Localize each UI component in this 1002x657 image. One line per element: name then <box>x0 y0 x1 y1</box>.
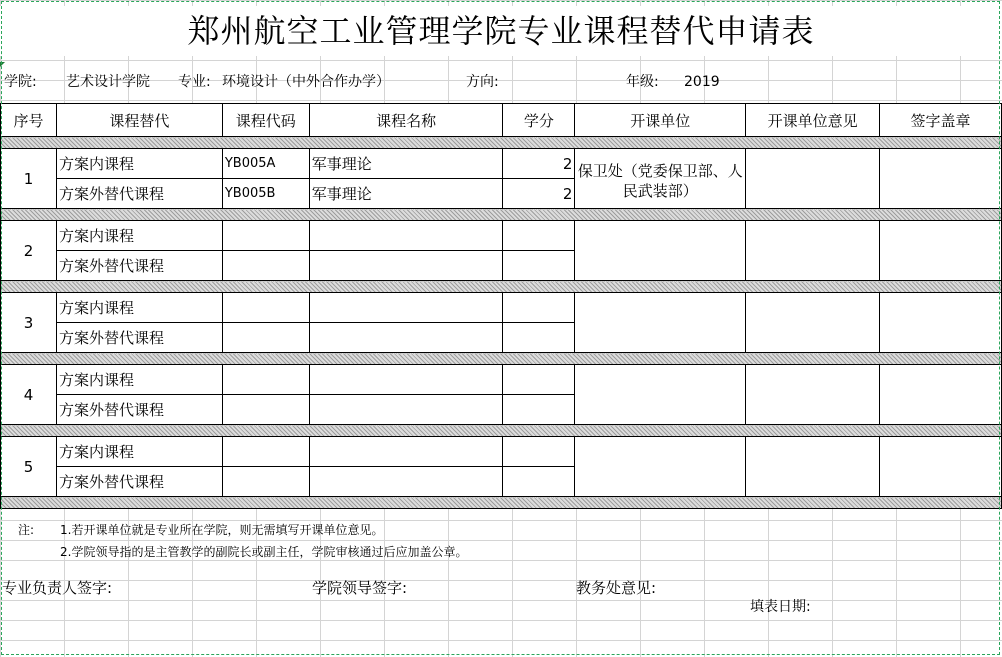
table-row <box>1 149 1002 179</box>
row-number: 4 <box>1 365 57 425</box>
out-of-plan-course-label: 方案外替代课程 <box>56 323 222 353</box>
out-of-plan-course-label: 方案外替代课程 <box>56 251 222 281</box>
direction-label: 方向: <box>466 74 499 90</box>
row-number: 5 <box>1 437 57 497</box>
row-separator <box>1 281 1002 293</box>
out-of-plan-course-name <box>309 251 503 281</box>
header-cell: 开课单位意见 <box>746 104 880 137</box>
in-plan-course-name <box>309 365 503 395</box>
offering-unit-opinion <box>746 437 880 497</box>
major-label: 专业: <box>178 74 211 90</box>
header-row <box>1 104 1002 137</box>
in-plan-course-credit <box>503 293 575 323</box>
offering-unit <box>575 437 746 497</box>
grade-value: 2019 <box>684 74 720 90</box>
in-plan-course-code <box>222 437 309 467</box>
in-plan-course-name <box>309 293 503 323</box>
in-plan-course-label: 方案内课程 <box>56 221 222 251</box>
offering-unit-opinion <box>746 293 880 353</box>
row-separator <box>1 137 1002 149</box>
college-value: 艺术设计学院 <box>66 74 150 90</box>
in-plan-course-credit <box>503 221 575 251</box>
offering-unit: 保卫处（党委保卫部、人民武装部） <box>575 149 746 209</box>
fill-date-label: 填表日期: <box>750 599 811 615</box>
out-of-plan-course-name <box>309 323 503 353</box>
in-plan-course-credit <box>503 365 575 395</box>
college-label: 学院: <box>4 74 37 90</box>
header-cell: 学分 <box>503 104 575 137</box>
in-plan-course-label: 方案内课程 <box>56 437 222 467</box>
out-of-plan-course-name <box>309 395 503 425</box>
out-of-plan-course-code <box>222 251 309 281</box>
out-of-plan-course-name: 军事理论 <box>309 179 503 209</box>
header-cell: 课程替代 <box>56 104 222 137</box>
major-head-signature-label: 专业负责人签字: <box>2 579 113 597</box>
row-separator <box>1 425 1002 437</box>
separator-cell <box>1 209 1002 221</box>
out-of-plan-course-credit <box>503 323 575 353</box>
row-separator <box>1 209 1002 221</box>
signature-stamp <box>880 221 1002 281</box>
out-of-plan-course-label: 方案外替代课程 <box>56 395 222 425</box>
offering-unit-opinion <box>746 221 880 281</box>
row-separator <box>1 497 1002 509</box>
course-substitution-table <box>0 103 1002 509</box>
separator-cell <box>1 281 1002 293</box>
in-plan-course-label: 方案内课程 <box>56 293 222 323</box>
out-of-plan-course-credit <box>503 395 575 425</box>
in-plan-course-label: 方案内课程 <box>56 365 222 395</box>
separator-cell <box>1 497 1002 509</box>
signature-stamp <box>880 365 1002 425</box>
signature-stamp <box>880 293 1002 353</box>
table-row <box>1 293 1002 323</box>
header-cell: 签字盖章 <box>880 104 1002 137</box>
in-plan-course-code: YB005A <box>222 149 309 179</box>
row-number: 1 <box>1 149 57 209</box>
signature-stamp <box>880 149 1002 209</box>
header-cell: 开课单位 <box>575 104 746 137</box>
in-plan-course-name <box>309 437 503 467</box>
offering-unit-opinion <box>746 365 880 425</box>
offering-unit <box>575 365 746 425</box>
in-plan-course-code <box>222 293 309 323</box>
header-cell: 课程代码 <box>222 104 309 137</box>
signature-stamp <box>880 437 1002 497</box>
academic-affairs-opinion-label: 教务处意见: <box>576 579 657 597</box>
separator-cell <box>1 425 1002 437</box>
in-plan-course-credit <box>503 437 575 467</box>
header-cell: 课程名称 <box>309 104 503 137</box>
major-value: 环境设计（中外合作办学） <box>222 74 390 90</box>
separator-cell <box>1 137 1002 149</box>
out-of-plan-course-code <box>222 323 309 353</box>
row-number: 3 <box>1 293 57 353</box>
out-of-plan-course-code <box>222 395 309 425</box>
out-of-plan-course-name <box>309 467 503 497</box>
header-cell: 序号 <box>1 104 57 137</box>
out-of-plan-course-credit: 2 <box>503 179 575 209</box>
note-line-1: 1.若开课单位就是专业所在学院，则无需填写开课单位意见。 <box>60 523 384 537</box>
in-plan-course-label: 方案内课程 <box>56 149 222 179</box>
table-row <box>1 437 1002 467</box>
college-leader-signature-label: 学院领导签字: <box>312 579 408 597</box>
in-plan-course-code <box>222 365 309 395</box>
out-of-plan-course-label: 方案外替代课程 <box>56 467 222 497</box>
grade-label: 年级: <box>626 74 659 90</box>
offering-unit <box>575 221 746 281</box>
row-number: 2 <box>1 221 57 281</box>
table-row <box>1 221 1002 251</box>
separator-cell <box>1 353 1002 365</box>
notes-label: 注: <box>18 523 35 537</box>
out-of-plan-course-label: 方案外替代课程 <box>56 179 222 209</box>
out-of-plan-course-code: YB005B <box>222 179 309 209</box>
offering-unit-opinion <box>746 149 880 209</box>
row-separator <box>1 353 1002 365</box>
out-of-plan-course-credit <box>503 251 575 281</box>
offering-unit <box>575 293 746 353</box>
in-plan-course-credit: 2 <box>503 149 575 179</box>
table-row <box>1 365 1002 395</box>
in-plan-course-code <box>222 221 309 251</box>
in-plan-course-name <box>309 221 503 251</box>
page-title: 郑州航空工业管理学院专业课程替代申请表 <box>0 6 1002 56</box>
in-plan-course-name: 军事理论 <box>309 149 503 179</box>
out-of-plan-course-credit <box>503 467 575 497</box>
out-of-plan-course-code <box>222 467 309 497</box>
note-line-2: 2.学院领导指的是主管教学的副院长或副主任，学院审核通过后应加盖公章。 <box>60 545 468 559</box>
